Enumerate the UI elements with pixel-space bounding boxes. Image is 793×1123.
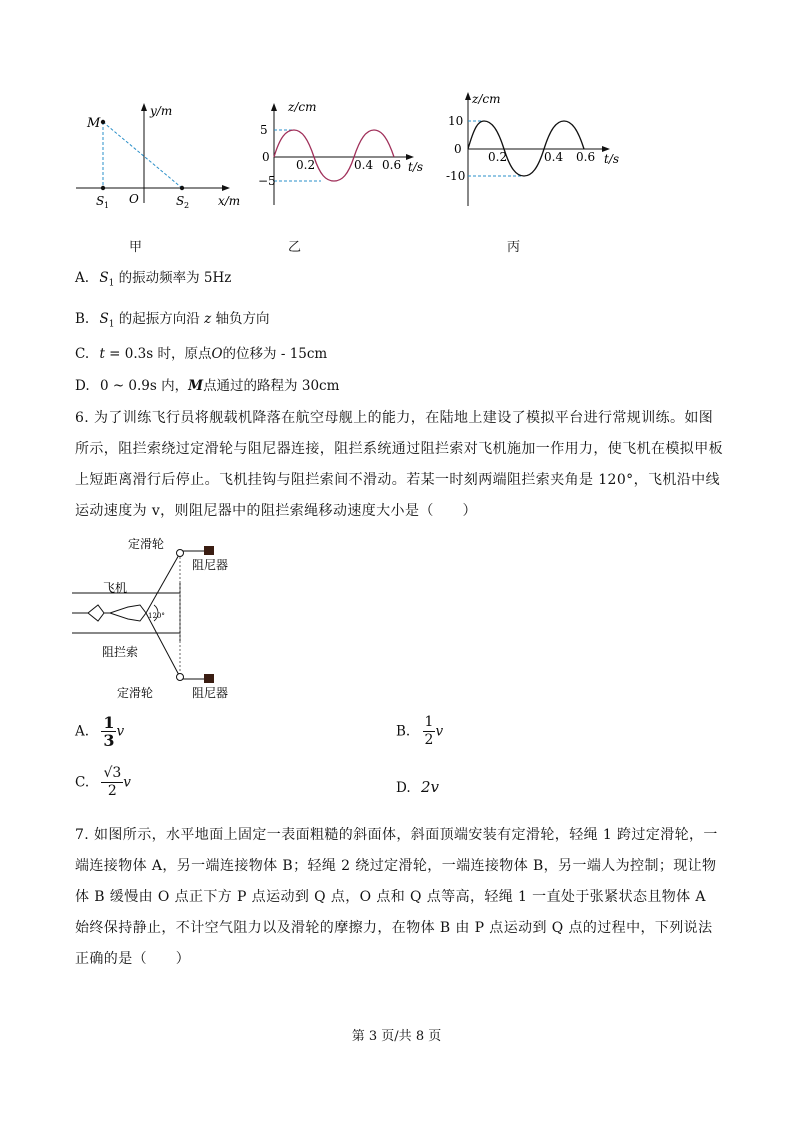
q6-option-a [75,714,124,749]
symbol-s: S [99,270,109,286]
label-s1-sub: 1 [104,201,110,210]
option-letter: D. [75,378,90,394]
expression: 2v [420,778,439,796]
label-pulley-top: 定滑轮 [128,537,165,551]
figure-bing [446,88,636,213]
option-letter: B. [75,311,90,327]
t-axis-label: t/s [408,160,424,174]
q6-diagram [70,535,270,705]
option-letter: D. [396,780,411,796]
option-text: 的起振方向沿 [118,311,200,327]
symbol-z: z [204,311,212,327]
cable-upper [146,553,180,613]
pulley-top [177,550,184,557]
damper-top-block [204,546,214,555]
x-axis-label: x/m [218,194,241,208]
page-footer: 第 3 页/共 8 页 [351,1029,442,1044]
q6-option-b [396,714,443,749]
symbol-m: M [188,378,204,394]
airplane-wing [88,605,104,621]
option-letter: B. [396,723,411,740]
tick-0.2: 0.2 [296,158,316,172]
symbol-s: S [99,311,109,327]
fraction [101,714,116,749]
symbol-sub: 1 [108,319,115,330]
variable-v: v [435,723,444,740]
z-axis-label: z/cm [472,92,501,106]
q6-diagram-svg [70,535,270,705]
tick-10: 10 [448,114,464,128]
q7-question: 7. 如图所示，水平地面上固定一表面粗糙的斜面体，斜面顶端安装有定滑轮，轻绳 1 跨过定滑轮，一端连接物体 A，另一端连接物体 B；轻绳 2 绕过定滑轮，一端连接物体 B，另一端人为控制；现让物体 B 缓慢由 O 点正下方 P 点运动到 Q 点，O 点和 Q 点等高，轻绳 1 一直处于张紧状态且物体 A 始终保持静止，不计空气阻力以及滑轮的摩擦力，在物体 B 由 P 点运动到 Q 点的过程中，下列说法正确的是（ ） [75,827,718,967]
z-axis-label: z/cm [288,100,317,114]
option-text-2: 的位移为 - 15cm [222,346,328,362]
label-s2: S [176,194,185,208]
q5-option-a [75,270,231,289]
tick-0.4: 0.4 [354,158,374,172]
figure-jia-svg [72,95,252,215]
tick-0: 0 [454,142,462,156]
option-text: 0 ~ 0.9s 内， [99,378,189,394]
cable-lower [146,613,180,677]
option-text: 的振动频率为 5Hz [118,270,232,286]
t-axis-label: t/s [604,152,620,166]
numerator: 1 [424,714,434,730]
fraction [423,714,436,749]
label-m: M [87,116,101,131]
tick-0.2: 0.2 [488,150,508,164]
option-letter: A. [75,270,90,286]
variable-v: v [123,774,131,791]
q5-option-d [75,378,339,394]
tick-neg10: -10 [446,169,466,183]
variable-v: v [116,723,125,740]
option-letter: C. [75,346,90,362]
label-pulley-bottom: 定滑轮 [117,686,154,700]
tick-0.6: 0.6 [382,158,402,172]
z-arrow [465,92,471,100]
point-s1 [101,186,105,190]
fraction [101,765,123,800]
option-letter: A. [75,723,90,740]
airplane-shape [72,605,146,621]
tick-0: 0 [262,150,270,164]
label-s1: S [96,194,105,208]
denominator: 2 [107,783,117,799]
figure-bing-label: 丙 [507,240,521,255]
numerator: 1 [103,713,115,732]
pulley-bottom [177,674,184,681]
x-arrow [222,185,230,191]
damper-bottom-block [204,674,214,683]
z-arrow [271,103,277,111]
tick-neg5: −5 [258,174,276,188]
tick-0.4: 0.4 [544,150,564,164]
symbol-sub: 1 [108,278,115,289]
figure-bing-svg [446,88,636,213]
label-damper-top: 阻尼器 [192,558,229,572]
figure-jia [72,95,252,225]
option-text-2: 点通过的路程为 30cm [203,378,340,394]
denominator: 3 [103,731,115,750]
figure-yi-label: 乙 [288,240,302,255]
wave-curve [274,130,394,181]
point-s2 [180,186,184,190]
point-m [101,120,105,124]
label-angle: 120° [148,612,165,620]
denominator: 2 [424,732,434,748]
q6-option-c [75,765,131,800]
tick-5: 5 [260,123,268,137]
q6-question: 6. 为了训练飞行员将舰载机降落在航空母舰上的能力，在陆地上建设了模拟平台进行常规训练。如图所示，阻拦索绕过定滑轮与阻尼器连接，阻拦系统通过阻拦索对飞机施加一作用力，使飞机在模拟甲板上短距离滑行后停止。飞机挂钩与阻拦索间不滑动。若某一时刻两端阻拦索夹角是 120°，飞机沿中线运动速度为 v，则阻尼器中的阻拦索绳移动速度大小是（ ） [75,410,723,519]
label-plane: 飞机 [103,581,128,595]
label-s2-sub: 2 [184,201,190,210]
y-arrow [141,103,147,111]
figure-jia-label: 甲 [129,240,143,255]
numerator: √3 [103,765,122,781]
symbol-o: O [211,346,223,362]
ms2-line [103,122,182,188]
label-damper-bottom: 阻尼器 [192,686,229,700]
tick-0.6: 0.6 [576,150,596,164]
q5-option-b [75,311,270,330]
q5-option-c [75,346,327,362]
option-text-2: 轴负方向 [215,311,270,327]
label-o: O [129,192,139,206]
option-text: = 0.3s 时，原点 [104,346,212,362]
figure-yi-svg [258,97,438,212]
label-cable: 阻拦索 [102,645,139,659]
q6-option-d [396,778,439,796]
figure-yi [258,97,438,217]
y-axis-label: y/m [150,104,173,118]
option-letter: C. [75,774,90,791]
symbol-t: t [99,346,105,362]
